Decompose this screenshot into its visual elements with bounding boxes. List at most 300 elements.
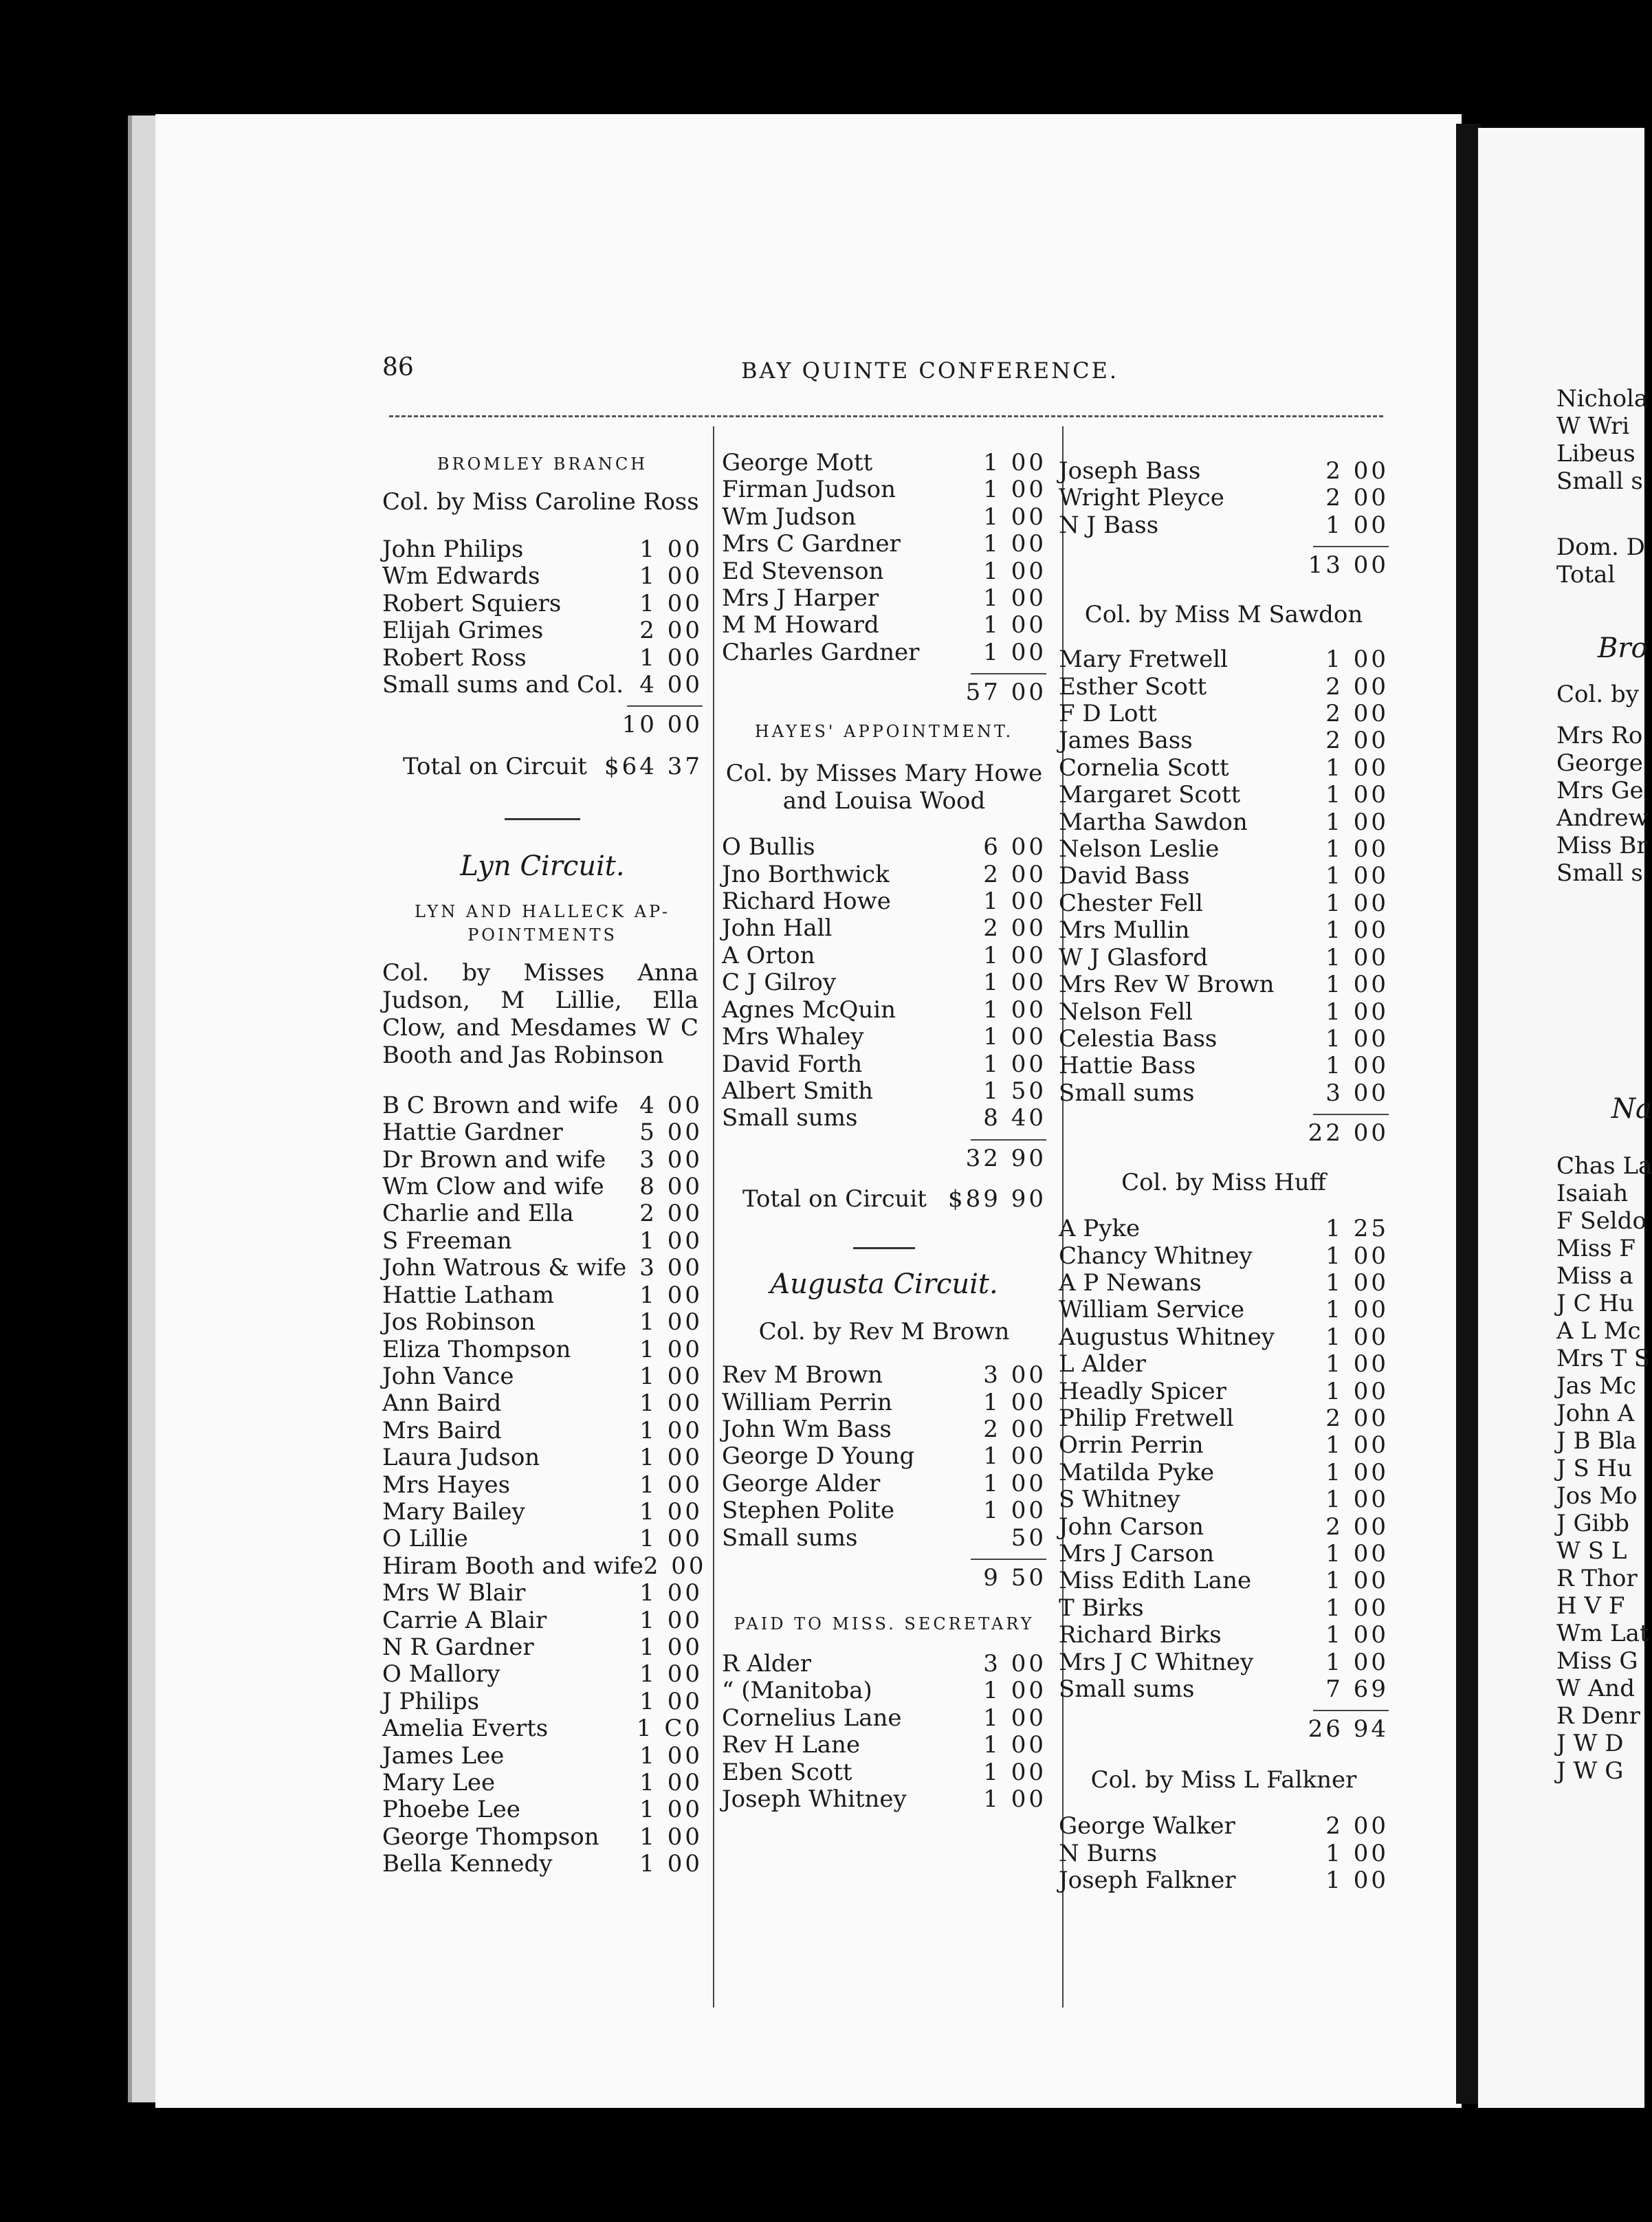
entry-name: Mrs J Harper — [722, 584, 879, 613]
entry-name: Elijah Grimes — [382, 617, 544, 645]
entry-name: O Mallory — [382, 1660, 500, 1688]
entry-amount: 1 00 — [983, 1023, 1046, 1051]
entry-amount: 1 00 — [983, 1704, 1046, 1732]
entry-amount: 1 00 — [983, 557, 1046, 585]
entry-amount: 5 00 — [639, 1119, 703, 1147]
column-3 — [1059, 458, 1389, 1895]
entry-name: Small sums — [1059, 1675, 1195, 1704]
entry-row — [382, 1228, 703, 1255]
entry-row — [722, 1051, 1046, 1078]
entry-row — [382, 1796, 703, 1823]
entry-amount: 1 00 — [639, 1444, 703, 1472]
facing-line: Miss Br — [1556, 832, 1648, 859]
entry-name: N R Gardner — [382, 1633, 534, 1661]
entry-row — [382, 1147, 703, 1174]
entry-name: Stephen Polite — [722, 1497, 895, 1525]
total-label: Total on Circuit — [742, 1185, 927, 1213]
entry-amount: 1 00 — [1325, 1867, 1389, 1895]
facing-line: Mrs Ge — [1556, 777, 1644, 804]
entry-row — [1059, 1595, 1389, 1622]
entry-amount: 1 00 — [639, 1687, 703, 1715]
entry-amount: 1 00 — [1325, 1431, 1389, 1460]
entry-amount: 1 00 — [1325, 1242, 1389, 1270]
entry-row — [722, 504, 1046, 531]
entry-name: George Thompson — [382, 1823, 599, 1851]
entry-row — [722, 476, 1046, 503]
entry-row — [722, 1078, 1046, 1105]
falkner-list — [1059, 1813, 1389, 1894]
page-number: 86 — [382, 353, 414, 382]
entry-amount: 1 00 — [639, 1281, 703, 1309]
entry-amount: 1 00 — [983, 1442, 1046, 1471]
entry-amount: 2 00 — [983, 1415, 1046, 1443]
column3-top-list — [1059, 458, 1389, 539]
entry-row — [1059, 1541, 1389, 1568]
entry-row — [382, 1580, 703, 1607]
entry-amount: 1 00 — [1325, 889, 1389, 917]
entry-row — [1059, 1514, 1389, 1541]
column-rule-1 — [713, 426, 714, 2008]
entry-amount: 1 00 — [1325, 1648, 1389, 1676]
entry-row — [722, 639, 1046, 666]
total-amount: $64 37 — [604, 753, 703, 781]
facing-line: Miss G — [1556, 1647, 1638, 1675]
bromley-total-row — [382, 754, 703, 780]
entry-row — [722, 915, 1046, 942]
entry-amount: 1 00 — [1325, 943, 1389, 971]
entry-amount: 2 00 — [1325, 484, 1389, 512]
facing-line: W S L — [1556, 1537, 1627, 1565]
entry-row — [1059, 1568, 1389, 1594]
entry-amount: 1 00 — [1325, 1350, 1389, 1378]
entry-name: John Vance — [382, 1362, 514, 1390]
entry-amount: 1 00 — [1325, 1323, 1389, 1351]
entry-amount: 1 00 — [983, 1731, 1046, 1759]
entry-amount: 1 00 — [639, 1660, 703, 1688]
facing-line: Mrs Ro — [1556, 722, 1643, 749]
entry-row — [382, 1200, 703, 1227]
entry-amount: 8 00 — [639, 1173, 703, 1201]
entry-name: George D Young — [722, 1442, 915, 1471]
entry-amount: 1 00 — [983, 969, 1046, 997]
hayes-total-row — [722, 1186, 1046, 1213]
entry-row — [1059, 971, 1389, 998]
entry-amount: 2 00 — [1325, 457, 1389, 485]
entry-row — [1059, 1813, 1389, 1840]
entry-amount: 1 00 — [639, 1579, 703, 1607]
entry-name: Nelson Fell — [1059, 998, 1193, 1026]
facing-line: J B Bla — [1556, 1427, 1637, 1455]
huff-collector: Col. by Miss Huff — [1121, 1169, 1326, 1197]
entry-amount: 1 25 — [1325, 1215, 1389, 1243]
entry-row — [382, 1092, 703, 1119]
facing-line: Miss a — [1556, 1262, 1633, 1290]
entry-amount: 2 00 — [1325, 1512, 1389, 1541]
entry-name: John Hall — [722, 914, 833, 943]
entry-name: John Wm Bass — [722, 1415, 892, 1443]
entry-name: Wm Edwards — [382, 562, 540, 591]
entry-name: Cornelius Lane — [722, 1704, 902, 1732]
entry-name: Rev M Brown — [722, 1361, 883, 1389]
entry-amount: 1 00 — [983, 1388, 1046, 1416]
entry-name: C J Gilroy — [722, 969, 837, 997]
entry-name: S Whitney — [1059, 1486, 1180, 1514]
sawdon-subtotal: 22 00 — [1308, 1119, 1389, 1147]
entry-row — [382, 1634, 703, 1661]
entry-amount: 1 00 — [1325, 1486, 1389, 1514]
entry-amount: 1 00 — [639, 1823, 703, 1851]
entry-name: Charles Gardner — [722, 638, 920, 666]
huff-list — [1059, 1216, 1389, 1703]
entry-amount: 1 00 — [1325, 971, 1389, 999]
entry-amount: 4 00 — [639, 671, 703, 699]
entry-name: N Burns — [1059, 1839, 1158, 1867]
entry-row — [382, 591, 703, 617]
entry-row — [1059, 1649, 1389, 1676]
entry-row — [722, 612, 1046, 639]
entry-name: A Pyke — [1059, 1215, 1141, 1243]
entry-amount: 1 00 — [639, 536, 703, 563]
entry-amount: 1 00 — [1325, 1594, 1389, 1622]
entry-name: Agnes McQuin — [722, 996, 896, 1024]
entry-amount: 50 — [1011, 1524, 1046, 1552]
entry-row — [1059, 836, 1389, 863]
facing-line: J Gibb — [1556, 1510, 1630, 1537]
facing-top-list — [1556, 385, 1649, 495]
entry-amount: 1 00 — [1325, 1296, 1389, 1324]
entry-amount: 1 00 — [1325, 1567, 1389, 1595]
entry-row — [1059, 512, 1389, 539]
entry-name: Martha Sawdon — [1059, 808, 1248, 836]
entry-amount: 1 00 — [1325, 1839, 1389, 1867]
entry-amount: 1 00 — [639, 1416, 703, 1444]
facing-line: Jas Mc — [1556, 1372, 1637, 1400]
entry-row — [722, 1732, 1046, 1759]
entry-name: Joseph Whitney — [722, 1785, 907, 1813]
facing-line: Total — [1556, 561, 1616, 588]
entry-amount: 8 40 — [983, 1104, 1046, 1132]
entry-name: Jno Borthwick — [722, 860, 890, 888]
facing-line: F Seldo — [1556, 1207, 1647, 1235]
entry-name: Philip Fretwell — [1059, 1404, 1234, 1432]
entry-amount: 3 00 — [639, 1145, 703, 1174]
entry-row — [1059, 727, 1389, 754]
entry-row — [722, 1786, 1046, 1813]
entry-name: Cornelia Scott — [1059, 754, 1229, 782]
entry-amount: 1 00 — [1325, 1024, 1389, 1053]
augusta-subtotal: 9 50 — [983, 1563, 1046, 1592]
sawdon-list — [1059, 646, 1389, 1107]
column3-top-subtotal: 13 00 — [1308, 551, 1389, 580]
entry-row — [722, 1389, 1046, 1416]
lyn-heading-2: POINTMENTS — [467, 925, 617, 945]
augusta-circuit-title: Augusta Circuit. — [770, 1268, 998, 1301]
entry-name: Orrin Perrin — [1059, 1431, 1204, 1460]
entry-amount: 1 00 — [1325, 1052, 1389, 1080]
entry-name: “ (Manitoba) — [722, 1677, 872, 1705]
entry-row — [722, 1471, 1046, 1497]
entry-amount: 2 00 — [1325, 1812, 1389, 1840]
column-1 — [382, 452, 707, 1878]
entry-name: Wright Pleyce — [1059, 484, 1224, 512]
entry-amount: 1 00 — [983, 584, 1046, 613]
facing-list-b — [1556, 1152, 1652, 1785]
entry-amount: 1 00 — [639, 1741, 703, 1770]
entry-amount: 1 00 — [983, 996, 1046, 1024]
sum-line — [627, 705, 703, 707]
entry-name: Small sums — [1059, 1079, 1195, 1107]
facing-line: Small s — [1556, 859, 1643, 887]
facing-section-title: Bro — [1598, 632, 1648, 664]
entry-name: David Forth — [722, 1050, 863, 1078]
entry-row — [382, 1472, 703, 1499]
entry-amount: 1 00 — [1325, 862, 1389, 890]
entry-row — [382, 1824, 703, 1851]
entry-row — [382, 645, 703, 672]
entry-row — [382, 1336, 703, 1363]
entry-amount: 1 00 — [983, 1677, 1046, 1705]
entry-name: Amelia Everts — [382, 1715, 549, 1743]
entry-amount: 2 00 — [639, 617, 703, 645]
entry-amount: 3 00 — [983, 1649, 1046, 1678]
entry-amount: 3 00 — [1325, 1079, 1389, 1107]
entry-amount: 2 00 — [983, 914, 1046, 943]
entry-amount: 2 00 — [983, 860, 1046, 888]
entry-name: Firman Judson — [722, 476, 896, 504]
falkner-collector: Col. by Miss L Falkner — [1090, 1766, 1357, 1794]
entry-amount: 1 00 — [983, 941, 1046, 969]
total-amount: $89 90 — [948, 1185, 1046, 1213]
entry-row — [382, 672, 703, 698]
entry-row — [722, 861, 1046, 888]
entry-row — [1059, 1486, 1389, 1513]
entry-name: Margaret Scott — [1059, 781, 1241, 809]
entry-amount: 2 00 — [1325, 700, 1389, 728]
facing-line: Dom. D — [1556, 534, 1645, 561]
entry-row — [1059, 863, 1389, 890]
entry-row — [722, 1497, 1046, 1524]
facing-line: J C Hu — [1556, 1290, 1634, 1317]
entry-name: Mrs Whaley — [722, 1023, 864, 1051]
entry-row — [722, 1362, 1046, 1389]
entry-name: Hattie Gardner — [382, 1119, 563, 1147]
entry-name: L Alder — [1059, 1350, 1146, 1378]
entry-amount: 1 00 — [639, 1525, 703, 1553]
entry-row — [1059, 1840, 1389, 1867]
entry-amount: 1 00 — [639, 1389, 703, 1418]
entry-row — [1059, 890, 1389, 917]
entry-amount: 2 00 — [643, 1552, 707, 1580]
entry-name: O Lillie — [382, 1525, 468, 1553]
entry-row — [382, 1661, 703, 1688]
entry-name: R Alder — [722, 1649, 811, 1678]
entry-row — [382, 1526, 703, 1552]
entry-name: Laura Judson — [382, 1444, 540, 1472]
entry-amount: 1 00 — [1325, 646, 1389, 674]
entry-amount: 1 00 — [1325, 754, 1389, 782]
facing-list-a — [1556, 722, 1649, 887]
entry-amount: 1 00 — [983, 449, 1046, 476]
entry-amount: 1 00 — [1325, 835, 1389, 864]
entry-amount: 1 00 — [1325, 1621, 1389, 1649]
entry-row — [722, 834, 1046, 861]
entry-name: Joseph Bass — [1059, 457, 1201, 485]
entry-amount: 2 00 — [1325, 672, 1389, 701]
entry-name: N J Bass — [1059, 511, 1159, 539]
entry-name: John Philips — [382, 536, 524, 563]
entry-amount: 1 50 — [983, 1077, 1046, 1105]
entry-amount: 1 00 — [639, 1308, 703, 1336]
entry-name: W J Glasford — [1059, 943, 1209, 971]
entry-row — [1059, 1297, 1389, 1323]
entry-amount: 1 00 — [639, 1335, 703, 1363]
augusta-collector: Col. by Rev M Brown — [758, 1318, 1010, 1346]
entry-amount: 1 00 — [1325, 1540, 1389, 1568]
entry-name: George Walker — [1059, 1812, 1235, 1840]
entry-row — [382, 1282, 703, 1309]
entry-name: A P Newans — [1059, 1268, 1202, 1297]
entry-row — [722, 1651, 1046, 1678]
entry-name: Mrs Mullin — [1059, 916, 1190, 945]
entry-name: Dr Brown and wife — [382, 1145, 606, 1174]
lyn-circuit-title: Lyn Circuit. — [460, 850, 625, 882]
entry-amount: 1 00 — [983, 1050, 1046, 1078]
entry-row — [722, 943, 1046, 969]
facing-line: J W G — [1556, 1757, 1624, 1785]
entry-amount: 3 00 — [639, 1254, 703, 1282]
column2-top-subtotal: 57 00 — [965, 679, 1046, 707]
facing-line: Mrs T S — [1556, 1345, 1651, 1372]
entry-row — [722, 531, 1046, 558]
entry-row — [1059, 674, 1389, 701]
facing-page-text — [1556, 385, 1652, 1785]
entry-name: A Orton — [722, 941, 815, 969]
entry-row — [1059, 1270, 1389, 1297]
bromley-list — [382, 536, 703, 698]
entry-name: Hiram Booth and wife — [382, 1552, 643, 1580]
hayes-heading: HAYES' APPOINTMENT. — [754, 722, 1014, 742]
entry-row — [1059, 945, 1389, 971]
entry-row — [722, 1678, 1046, 1704]
entry-name: David Bass — [1059, 862, 1190, 890]
entry-amount: 1 00 — [639, 589, 703, 617]
entry-row — [1059, 1216, 1389, 1242]
entry-row — [722, 585, 1046, 612]
entry-amount: 1 00 — [983, 888, 1046, 916]
entry-amount: 2 00 — [1325, 727, 1389, 755]
sawdon-collector: Col. by Miss M Sawdon — [1084, 601, 1363, 629]
entry-name: Small sums — [722, 1104, 858, 1132]
facing-line: George — [1556, 749, 1643, 777]
entry-amount: 1 00 — [639, 1497, 703, 1526]
facing-line: Jos Mo — [1556, 1482, 1638, 1510]
huff-subtotal: 26 94 — [1308, 1715, 1389, 1744]
entry-row — [1059, 458, 1389, 485]
facing-line: R Thor — [1556, 1565, 1638, 1592]
hayes-subtotal: 32 90 — [965, 1144, 1046, 1172]
entry-row — [1059, 1053, 1389, 1079]
facing-line: A L Mc — [1556, 1317, 1641, 1345]
entry-row — [722, 1443, 1046, 1470]
entry-row — [1059, 1405, 1389, 1432]
entry-amount: 1 00 — [983, 1785, 1046, 1813]
entry-name: John Carson — [1059, 1512, 1204, 1541]
entry-row — [382, 617, 703, 644]
entry-amount: 1 00 — [1325, 781, 1389, 809]
facing-line: Small s — [1556, 468, 1643, 495]
facing-line: Isaiah — [1556, 1180, 1629, 1207]
entry-amount: 1 00 — [639, 1606, 703, 1634]
entry-name: William Perrin — [722, 1388, 892, 1416]
entry-name: Robert Ross — [382, 644, 527, 672]
entry-amount: 2 00 — [639, 1200, 703, 1228]
entry-name: Mrs C Gardner — [722, 530, 901, 558]
sum-line — [971, 673, 1046, 674]
entry-row — [1059, 1351, 1389, 1378]
column2-top-list — [722, 450, 1046, 666]
entry-row — [1059, 809, 1389, 836]
entry-name: Small sums and Col. — [382, 671, 624, 699]
entry-amount: 1 00 — [983, 1758, 1046, 1786]
entry-name: Mrs Rev W Brown — [1059, 971, 1275, 999]
facing-line: John A — [1556, 1400, 1635, 1427]
entry-name: Wm Judson — [722, 503, 857, 531]
entry-name: Hattie Bass — [1059, 1052, 1196, 1080]
sum-line — [971, 1559, 1046, 1560]
hayes-collector: Col. by Misses Mary Howe and Louisa Wood — [725, 760, 1043, 815]
entry-row — [382, 1499, 703, 1526]
entry-name: Joseph Falkner — [1059, 1867, 1236, 1895]
facing-line: J W D — [1556, 1730, 1624, 1757]
entry-row — [722, 1105, 1046, 1132]
entry-amount: 1 00 — [1325, 808, 1389, 836]
entry-amount: 1 00 — [983, 1497, 1046, 1525]
entry-row — [722, 1525, 1046, 1552]
entry-name: Charlie and Ella — [382, 1200, 574, 1228]
entry-row — [722, 1416, 1046, 1443]
facing-line: Andrew — [1556, 804, 1649, 832]
entry-row — [1059, 999, 1389, 1026]
entry-row — [1059, 782, 1389, 808]
entry-row — [382, 1607, 703, 1634]
entry-name: Mary Bailey — [382, 1497, 525, 1526]
facing-line: Wm Lat — [1556, 1620, 1649, 1647]
facing-section-title-2: Na — [1611, 1093, 1652, 1125]
entry-amount: 6 00 — [983, 833, 1046, 861]
entry-amount: 1 00 — [639, 1362, 703, 1390]
header-rule — [389, 415, 1383, 417]
entry-row — [1059, 1378, 1389, 1405]
entry-amount: 1 C0 — [636, 1715, 703, 1743]
entry-name: John Watrous & wife — [382, 1254, 627, 1282]
entry-row — [722, 450, 1046, 476]
entry-name: Matilda Pyke — [1059, 1458, 1215, 1486]
entry-name: Richard Howe — [722, 888, 891, 916]
lyn-list — [382, 1091, 707, 1878]
paid-heading: PAID TO MISS. SECRETARY — [734, 1614, 1035, 1634]
total-label: Total on Circuit — [403, 753, 587, 781]
entry-name: Mary Lee — [382, 1769, 496, 1796]
entry-name: F D Lott — [1059, 700, 1157, 728]
entry-name: James Lee — [382, 1741, 505, 1770]
column-2 — [722, 450, 1046, 1813]
bromley-subtotal: 10 00 — [621, 711, 703, 739]
entry-name: Augustus Whitney — [1059, 1323, 1275, 1351]
entry-row — [1059, 1080, 1389, 1107]
entry-name: T Birks — [1059, 1594, 1144, 1622]
entry-row — [382, 1418, 703, 1444]
entry-row — [1059, 1432, 1389, 1459]
